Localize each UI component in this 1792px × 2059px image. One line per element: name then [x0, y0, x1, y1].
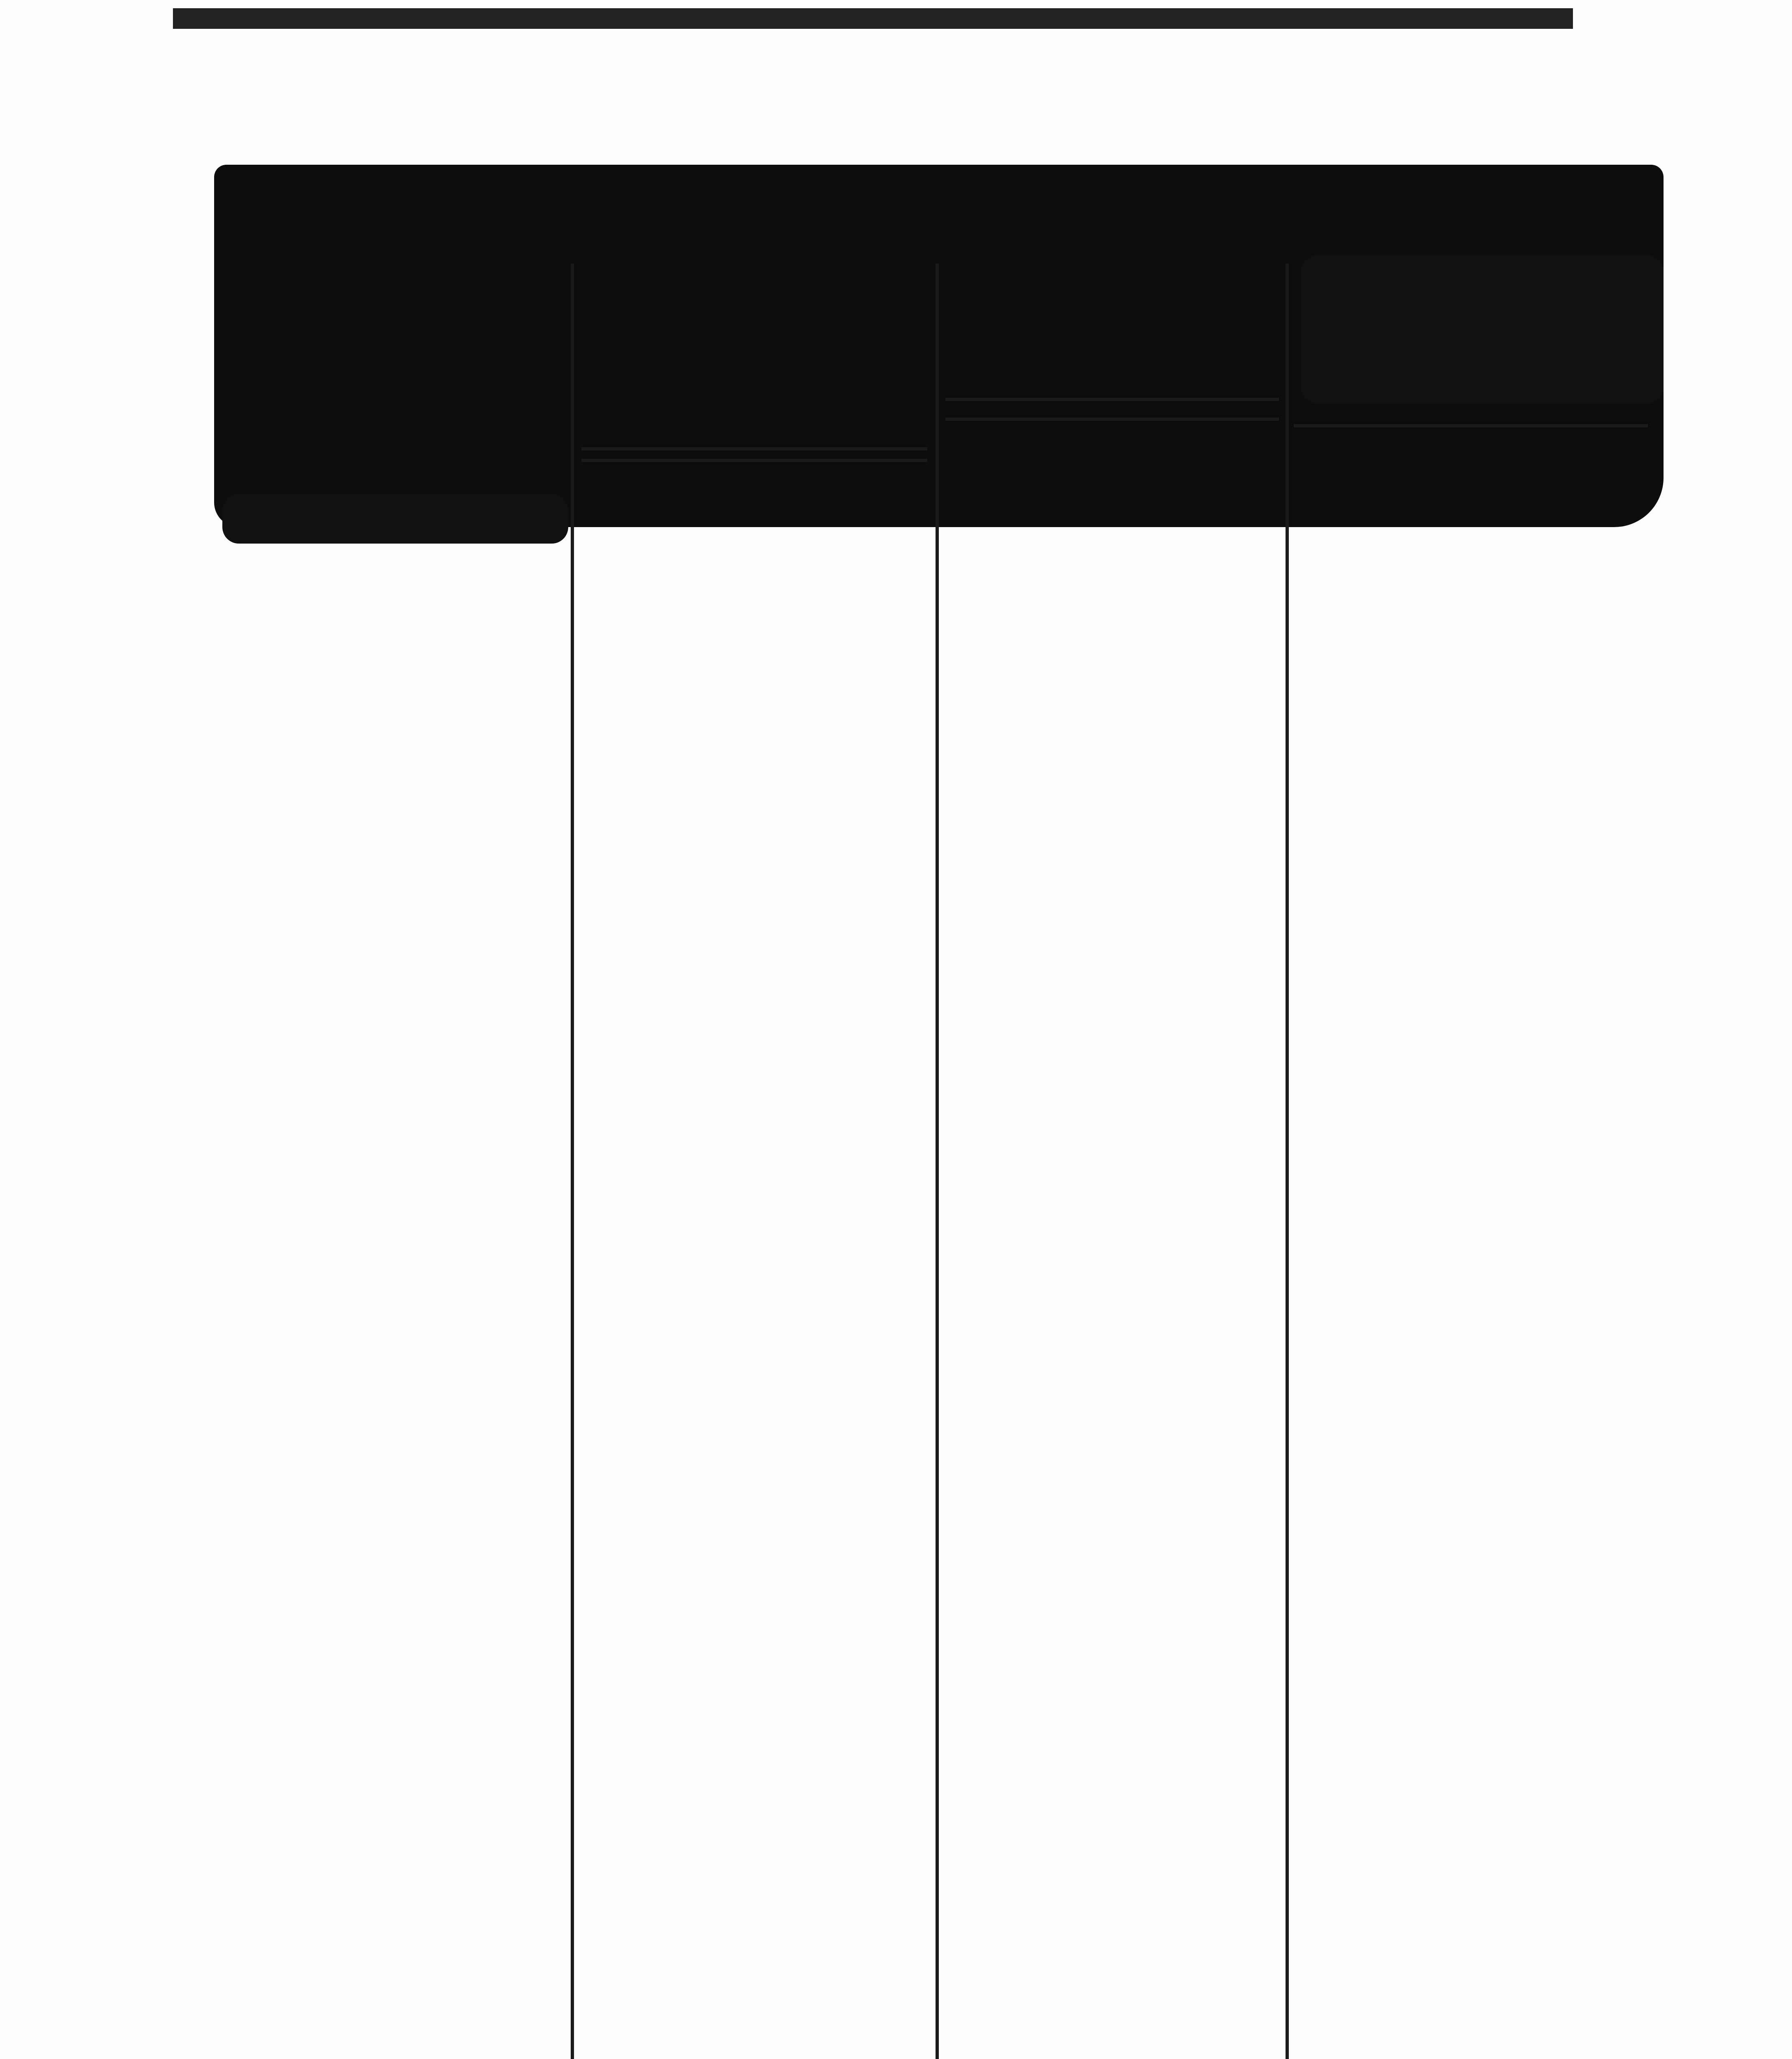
ink-blot	[1301, 255, 1664, 404]
section-rule	[581, 459, 927, 462]
section-rule	[1294, 424, 1648, 427]
section-rule	[581, 447, 927, 451]
column-1	[218, 544, 560, 2059]
column-4	[1294, 412, 1648, 2059]
column-2	[581, 437, 927, 2059]
section-rule	[945, 398, 1279, 401]
column-rule	[1286, 264, 1289, 2059]
section-rule	[945, 418, 1279, 421]
top-ink-strip	[173, 8, 1573, 29]
column-rule	[936, 264, 939, 2059]
column-3	[945, 387, 1279, 2059]
ink-blot	[222, 494, 568, 544]
column-rule	[571, 264, 574, 2059]
